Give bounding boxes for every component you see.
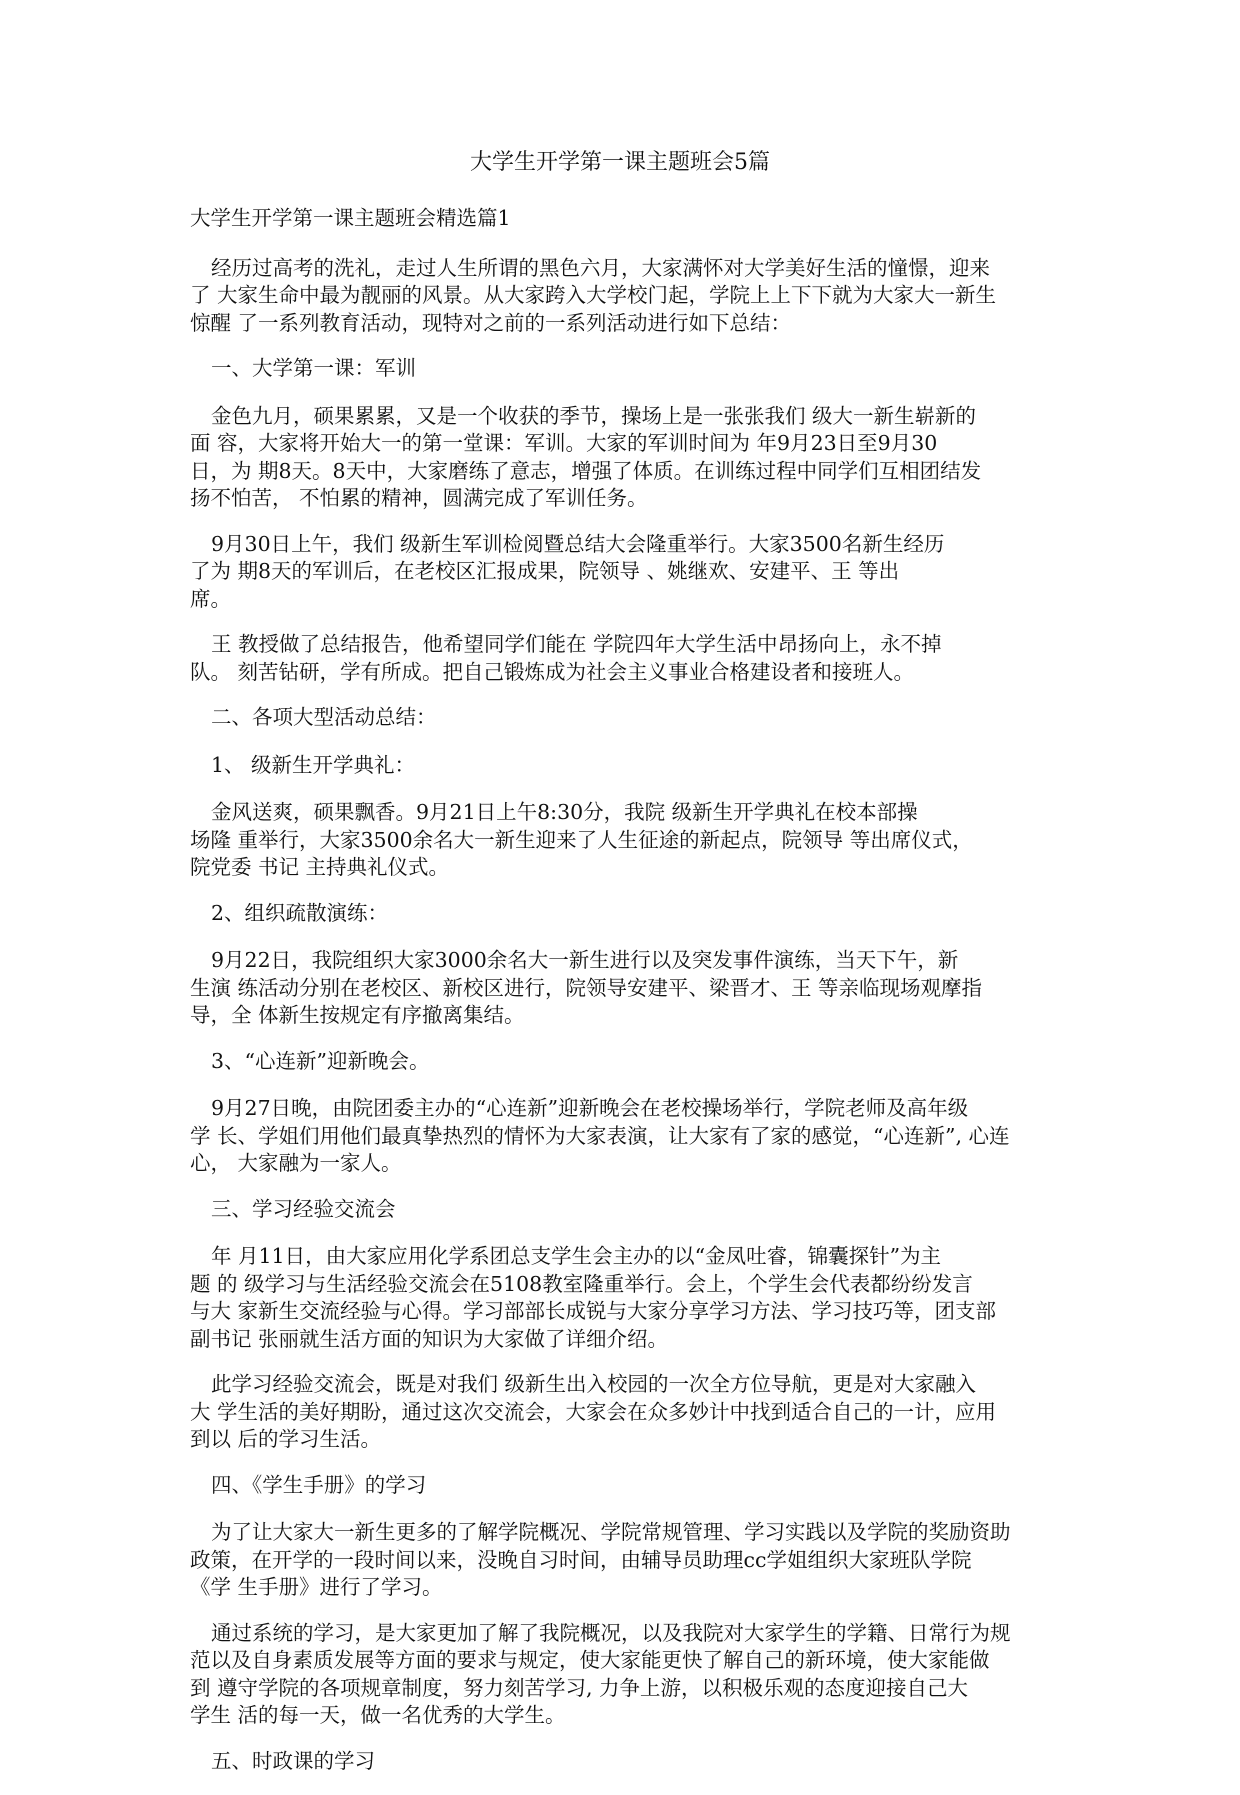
section-heading: 二、各项大型活动总结： <box>211 705 437 729</box>
paragraph-line: 了为 期8天的军训后，在老校区汇报成果，院领导 、姚继欢、安建平、王 等出 <box>190 559 900 583</box>
paragraph-line: 席。 <box>190 586 231 611</box>
paragraph-line: 9月27日晚，由院团委主办的“心连新”迎新晚会在老校操场举行，学院老师及高年级 <box>211 1096 969 1120</box>
paragraph-line: 年 月11日，由大家应用化学系团总支学生会主办的以“金凤吐睿，锦囊探针”为主 <box>211 1244 942 1268</box>
paragraph-line: 王 教授做了总结报告，他希望同学们能在 学院四年大学生活中昂扬向上，永不掉 <box>211 632 942 656</box>
paragraph-line: 导，全 体新生按规定有序撤离集结。 <box>190 1003 525 1027</box>
paragraph-line: 通过系统的学习，是大家更加了解了我院概况，以及我院对大家学生的学籍、日常行为规 <box>211 1620 1011 1645</box>
section-heading: 一、大学第一课：军训 <box>211 356 416 380</box>
paragraph-line: 扬不怕苦， 不怕累的精神，圆满完成了军训任务。 <box>190 486 648 510</box>
paragraph-line: 范以及自身素质发展等方面的要求与规定，使大家能更快了解自己的新环境，使大家能做 <box>190 1648 990 1672</box>
paragraph <box>190 1243 1060 1353</box>
paragraph-line: 面 容，大家将开始大一的第一堂课：军训。大家的军训时间为 年9月23日至9月30 <box>190 431 938 455</box>
document-body <box>190 205 1060 1795</box>
paragraph-line: 惊醒 了一系列教育活动，现特对之前的一系列活动进行如下总结： <box>190 310 792 335</box>
paragraph <box>190 1095 1060 1178</box>
paragraph-line: 副书记 张丽就生活方面的知识为大家做了详细介绍。 <box>190 1326 669 1351</box>
paragraph-line: 学 长、学姐们用他们最真挚热烈的情怀为大家表演，让大家有了家的感觉，“心连新”, 心连 <box>190 1123 1010 1148</box>
paragraph-line: 政策，在开学的一段时间以来，没晚自习时间，由辅导员助理cc学姐组织大家班队学院 <box>190 1547 972 1572</box>
paragraph-line: 到 遵守学院的各项规章制度，努力刻苦学习, 力争上游，以积极乐观的态度迎接自己大 <box>190 1675 969 1700</box>
paragraph-line: 《学 生手册》进行了学习。 <box>190 1575 443 1599</box>
paragraph-line: 了 大家生命中最为靓丽的风景。从大家跨入大学校门起，学院上上下下就为大家大一新生 <box>190 283 997 307</box>
paragraph-line: 9月22日，我院组织大家3000余名大一新生进行以及突发事件演练，当天下午，新 <box>211 948 959 972</box>
paragraph <box>190 799 1060 882</box>
section-heading: 三、学习经验交流会 <box>211 1196 396 1221</box>
section-heading: 3、“心连新”迎新晚会。 <box>211 1048 430 1073</box>
paragraph-line: 此学习经验交流会，既是对我们 级新生出入校园的一次全方位导航，更是对大家融入 <box>211 1372 977 1396</box>
paragraph-line: 日，为 期8天。8天中，大家磨练了意志，增强了体质。在训练过程中同学们互相团结发 <box>190 458 982 483</box>
paragraph-line: 到以 后的学习生活。 <box>190 1427 382 1451</box>
paragraph <box>190 1371 1060 1454</box>
paragraph-line: 9月30日上午，我们 级新生军训检阅暨总结大会隆重举行。大家3500名新生经历 <box>211 531 945 556</box>
paragraph-line: 场隆 重举行，大家3500余名大一新生迎来了人生征途的新起点，院领导 等出席仪式， <box>190 827 973 852</box>
paragraph-line: 与大 家新生交流经验与心得。学习部部长成锐与大家分享学习方法、学习技巧等，团支部 <box>190 1299 997 1323</box>
paragraph <box>190 403 1060 513</box>
paragraph-line: 队。 刻苦钻研，学有所成。把自己锻炼成为社会主义事业合格建设者和接班人。 <box>190 659 915 684</box>
paragraph <box>190 1519 1060 1602</box>
paragraph-line: 题 的 级学习与生活经验交流会在5108教室隆重举行。会上，个学生会代表都纷纷发言 <box>190 1271 973 1296</box>
document-title: 大学生开学第一课主题班会5篇 <box>470 150 770 175</box>
section-title: 大学生开学第一课主题班会精选篇1 <box>190 206 511 230</box>
section-heading: 五、时政课的学习 <box>211 1748 375 1773</box>
paragraph <box>190 531 1060 614</box>
paragraph-line: 大 学生活的美好期盼，通过这次交流会，大家会在众多妙计中找到适合自己的一计，应用 <box>190 1399 997 1424</box>
section-heading: 1、 级新生开学典礼： <box>211 752 416 777</box>
paragraph-line: 院党委 书记 主持典礼仪式。 <box>190 855 450 879</box>
paragraph-line: 经历过高考的洗礼，走过人生所谓的黑色六月，大家满怀对大学美好生活的憧憬，迎来 <box>211 255 990 280</box>
paragraph-line: 学生 活的每一天，做一名优秀的大学生。 <box>190 1703 566 1727</box>
paragraph-line: 生演 练活动分别在老校区、新校区进行，院领导安建平、梁晋才、王 等亲临现场观摩指 <box>190 975 983 1000</box>
paragraph-line: 为了让大家大一新生更多的了解学院概况、学院常规管理、学习实践以及学院的奖励资助 <box>211 1520 1011 1544</box>
section-heading: 2、组织疏散演练： <box>211 900 389 925</box>
paragraph-line: 金风送爽，硕果飘香。9月21日上午8:30分，我院 级新生开学典礼在校本部操 <box>211 800 918 824</box>
paragraph <box>190 631 1060 686</box>
paragraph <box>190 1620 1060 1730</box>
paragraph-line: 心， 大家融为一家人。 <box>190 1151 402 1175</box>
paragraph-line: 金色九月，硕果累累，又是一个收获的季节，操场上是一张张我们 级大一新生崭新的 <box>211 403 977 428</box>
section-heading: 四、《学生手册》的学习 <box>211 1472 427 1497</box>
paragraph <box>190 947 1060 1030</box>
paragraph <box>190 255 1060 338</box>
